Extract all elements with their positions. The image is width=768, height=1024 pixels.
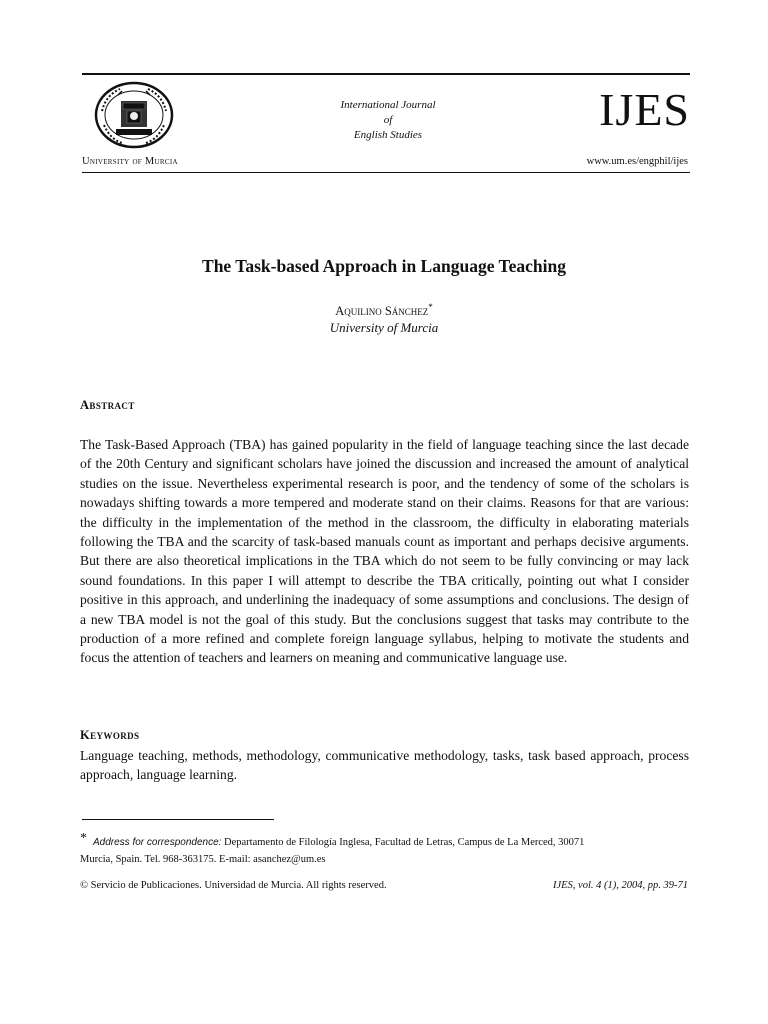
footnote-text-line1: Departamento de Filología Inglesa, Facultad de Letras, Campus de La Merced, 30071 bbox=[224, 837, 585, 848]
university-name: University of Murcia bbox=[82, 156, 178, 167]
author-footnote-mark: * bbox=[428, 302, 433, 312]
footnote-text-line2: Murcia, Spain. Tel. 968-363175. E-mail: asanchez@um.es bbox=[80, 854, 326, 865]
keywords-text: Language teaching, methods, methodology, communicative methodology, tasks, task based approach, process approach, language learning. bbox=[80, 748, 689, 783]
university-seal-icon bbox=[94, 81, 174, 149]
header-top-rule bbox=[82, 73, 690, 75]
footnote-mark: * bbox=[80, 831, 87, 846]
copyright-notice: © Servicio de Publicaciones. Universidad de Murcia. All rights reserved. bbox=[80, 880, 387, 891]
journal-citation: IJES, vol. 4 (1), 2004, pp. 39-71 bbox=[552, 880, 688, 891]
journal-acronym: IJES bbox=[599, 84, 690, 135]
footnote-rule bbox=[82, 819, 274, 820]
author-line bbox=[0, 302, 768, 319]
keywords-heading: Keywords bbox=[80, 728, 140, 742]
journal-name-line1: International Journal bbox=[340, 99, 436, 111]
abstract-text: The Task-Based Approach (TBA) has gained popularity in the field of language teaching since the last decade of the 20th Century and significant scholars have joined the discussion and increased the amount of analytical studies on the issue. Nevertheless experimental research is poor, and the tendency of some of the scholars is nowadays shifting towards a more tempered and moderate stand on their claims. Reasons for that are various: the difficulty in the implementation of the method in the classroom, the difficulty in elaborating materials following the TBA and the scarcity of task-based manuals count as important and perhaps decisive arguments. But there are also theoretical implications in the TBA which do not seem to be fully convincing or may lack sound foundations. In this paper I will attempt to describe the TBA critically, pointing out what I consider positive in this approach, and underlining the inadequacy of some assumptions and conclusions. The design of a new TBA model is not the goal of this study. But the conclusions suggest that tasks may contribute to the production of a more refined and complete foreign language syllabus, helping to motivate the students and focus the attention of teachers and learners on meaning and communicative language use. bbox=[80, 437, 689, 666]
abstract-heading: Abstract bbox=[80, 398, 135, 412]
header-bottom-rule bbox=[82, 172, 690, 173]
article-title: The Task-based Approach in Language Teaching bbox=[202, 256, 566, 276]
footnote-line1 bbox=[80, 831, 689, 851]
author-name: Aquilino Sánchez bbox=[335, 304, 429, 319]
journal-name-line3: English Studies bbox=[353, 129, 423, 141]
journal-url[interactable]: www.um.es/engphil/ijes bbox=[586, 156, 688, 167]
footnote-label: Address for correspondence: bbox=[93, 837, 222, 848]
author-affiliation: University of Murcia bbox=[329, 320, 439, 335]
footnote bbox=[80, 831, 689, 868]
journal-name bbox=[300, 98, 476, 143]
journal-name-line2: of bbox=[383, 114, 393, 126]
